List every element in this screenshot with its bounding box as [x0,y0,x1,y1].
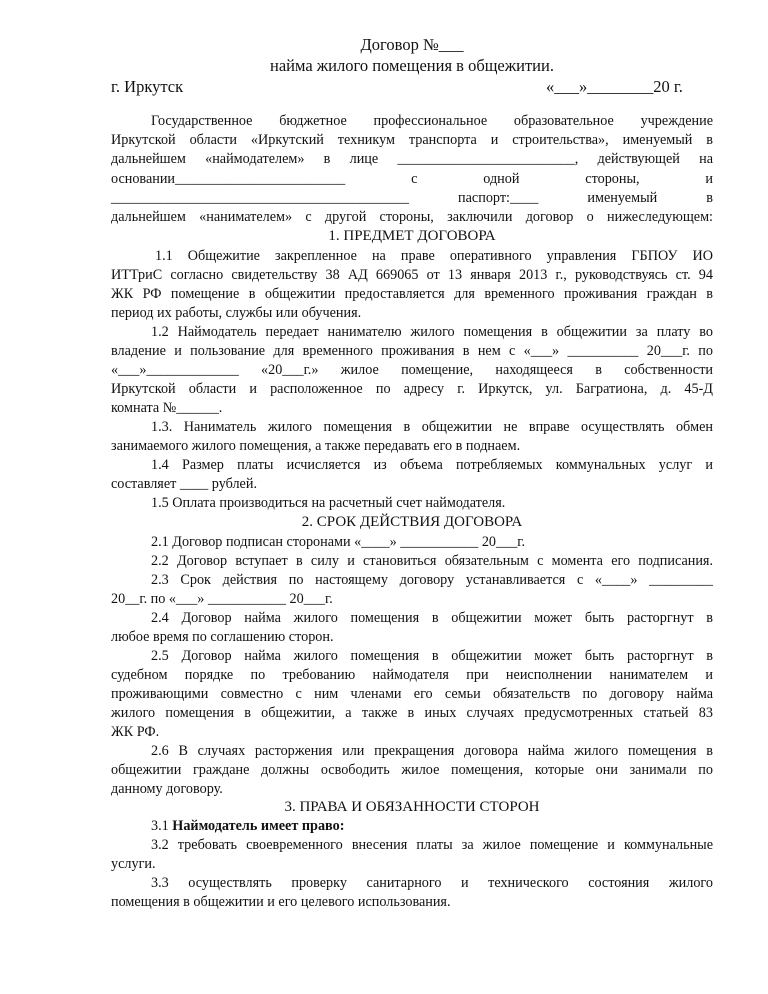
section-heading: 1. ПРЕДМЕТ ДОГОВОРА [328,228,496,244]
section2-line: данному договору. [111,781,223,797]
section2-line: 2.3 Срок действия по настоящему договору устанавливается с «____» _________ [151,572,713,588]
contract-title: Договор №___ [360,35,464,54]
section1-line: владение и пользование для временного проживания в нем с «___» __________ 20___г. по [111,343,713,359]
section3-line: 3.2 требовать своевременного внесения платы за жилое помещение и коммунальные [151,837,713,853]
section3-item-bold: Наймодатель имеет право: [172,818,345,834]
section3-line: 3.3 осуществлять проверку санитарного и технического состояния жилого [151,875,713,891]
section3-item [151,817,344,835]
section2-line: ЖК РФ. [111,724,160,740]
section-heading: 3. ПРАВА И ОБЯЗАННОСТИ СТОРОН [284,799,540,815]
section2-line: проживающими совместно с ним членами его семьи обязательств по договору найма [111,686,713,702]
section2-line: 2.4 Договор найма жилого помещения в общежитии может быть расторгнут в [151,610,713,626]
section2-line: 20__г. по «___» ___________ 20___г. [111,591,333,607]
section2-line: любое время по соглашению сторон. [111,629,334,645]
section2-line: жилого помещения в общежитии, а также в иных случаях предусмотренных статьей 83 [111,705,713,721]
section1-line: составляет ____ рублей. [111,476,257,492]
section2-line: общежитии граждане должны освободить жилое помещения, которые они занимали по [111,762,713,778]
intro-line: дальнейшем «наймодателем» в лице _________________________, действующей на [111,151,713,167]
intro-line: __________________________________________ паспорт:____ именуемый в [111,190,713,206]
intro-line: Иркутской области «Иркутский техникум транспорта и строительства», именуемый в [111,132,713,148]
section1-line: 1.1 Общежитие закрепленное на праве оперативного управления ГБПОУ ИО [155,248,713,264]
section1-line: 1.2 Наймодатель передает нанимателю жилого помещения в общежитии за плату во [151,324,713,340]
section2-line: 2.5 Договор найма жилого помещения в общежитии может быть расторгнут в [151,648,713,664]
section2-line: 2.6 В случаях расторжения или прекращения договора найма жилого помещения в [151,743,713,759]
section1-line: ЖК РФ помещение в общежитии предоставляется для временного проживания граждан в [111,286,713,302]
section3-line: помещения в общежитии и его целевого использования. [111,894,451,910]
section1-line: 1.5 Оплата производиться на расчетный счет наймодателя. [151,495,506,511]
section-heading: 2. СРОК ДЕЙСТВИЯ ДОГОВОРА [301,514,523,530]
section3-line: услуги. [111,856,156,872]
section1-line: 1.4 Размер платы исчисляется из объема потребляемых коммунальных услуг и [151,457,713,473]
section1-line: период их работы, службы или обучения. [111,305,362,321]
section1-line: 1.3. Наниматель жилого помещения в общежитии не вправе осуществлять обмен [151,419,713,435]
section1-line: занимаемого жилого помещения, а также передавать его в поднаем. [111,438,521,454]
section3-item-number: 3.1 [151,818,169,834]
contract-date: «___»________20 г. [546,77,683,96]
section1-line: Иркутской области и расположенное по адресу г. Иркутск, ул. Багратиона, д. 45-Д [111,381,713,397]
section2-line: 2.2 Договор вступает в силу и становиться обязательным с момента его подписания. [151,553,713,569]
section2-line: 2.1 Договор подписан сторонами «____» ___________ 20___г. [151,534,526,550]
city: г. Иркутск [111,77,184,96]
section1-line: «___»_____________ «20___г.» жилое помещение, находящееся в собственности [111,362,713,378]
section2-line: судебном порядке по требованию наймодателя при неисполнении нанимателем и [111,667,713,683]
section1-line: ИТТриС согласно свидетельству 38 АД 669065 от 13 января 2013 г., руководствуясь ст. 94 [111,267,713,283]
intro-line: Государственное бюджетное профессиональное образовательное учреждение [151,113,713,129]
intro-line: дальнейшем «нанимателем» с другой стороны, заключили договор о нижеследующем: [111,209,713,225]
intro-line: основании________________________ с одной стороны, и [111,171,713,187]
contract-subtitle: найма жилого помещения в общежитии. [270,56,554,75]
section1-line: комната №______. [111,400,223,416]
